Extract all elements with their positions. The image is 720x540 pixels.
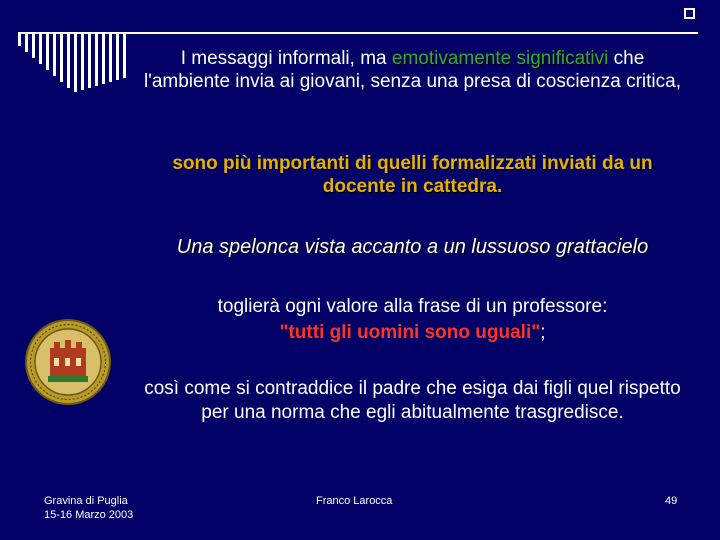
municipal-seal-icon	[24, 318, 112, 406]
decorative-bar	[116, 34, 119, 80]
paragraph-professor-quote	[140, 294, 685, 346]
decorative-bar	[102, 34, 105, 84]
decorative-bar	[88, 34, 91, 88]
decorative-bar	[109, 34, 112, 82]
decorative-bar	[74, 34, 77, 92]
decorative-bar	[53, 34, 56, 76]
corner-square-icon	[684, 8, 695, 19]
paragraph1-before: I messaggi informali, ma	[180, 48, 392, 69]
paragraph-cave-skyscraper: Una spelonca vista accanto a un lussuoso grattacielo	[176, 236, 649, 258]
paragraph-formal-messages: sono più importanti di quelli formalizzati inviati da un docente in cattedra.	[172, 153, 653, 197]
paragraph4-quote: "tutti gli uomini sono uguali"	[279, 322, 541, 343]
decorative-bars	[18, 34, 148, 94]
decorative-bar	[39, 34, 42, 64]
paragraph4-before: toglierà ogni valore alla frase di un professore:	[217, 296, 608, 317]
footer-author: Franco Larocca	[316, 495, 393, 507]
decorative-bar	[32, 34, 35, 58]
paragraph1-after: che l'ambiente invia ai giovani, senza una presa di coscienza critica,	[144, 48, 681, 92]
decorative-bar	[60, 34, 63, 82]
footer-location: Gravina di Puglia	[44, 495, 128, 507]
footer-date: 15-16 Marzo 2003	[44, 509, 134, 521]
decorative-bar	[46, 34, 49, 70]
footer-page-number: 49	[665, 495, 678, 507]
decorative-bar	[25, 34, 28, 52]
paragraph1-emphasis: emotivamente significativi	[391, 48, 609, 69]
decorative-bar	[81, 34, 84, 90]
decorative-bar	[67, 34, 70, 88]
paragraph-informal-messages	[140, 47, 685, 93]
decorative-bar	[18, 34, 21, 46]
decorative-bar	[123, 34, 126, 78]
decorative-bar	[95, 34, 98, 86]
paragraph4-after: ;	[540, 322, 546, 343]
footer-location-date	[44, 494, 133, 522]
paragraph-father-contradiction: così come si contraddice il padre che esiga dai figli quel rispetto per una norma che egli abitualmente trasgredisce.	[144, 378, 681, 423]
